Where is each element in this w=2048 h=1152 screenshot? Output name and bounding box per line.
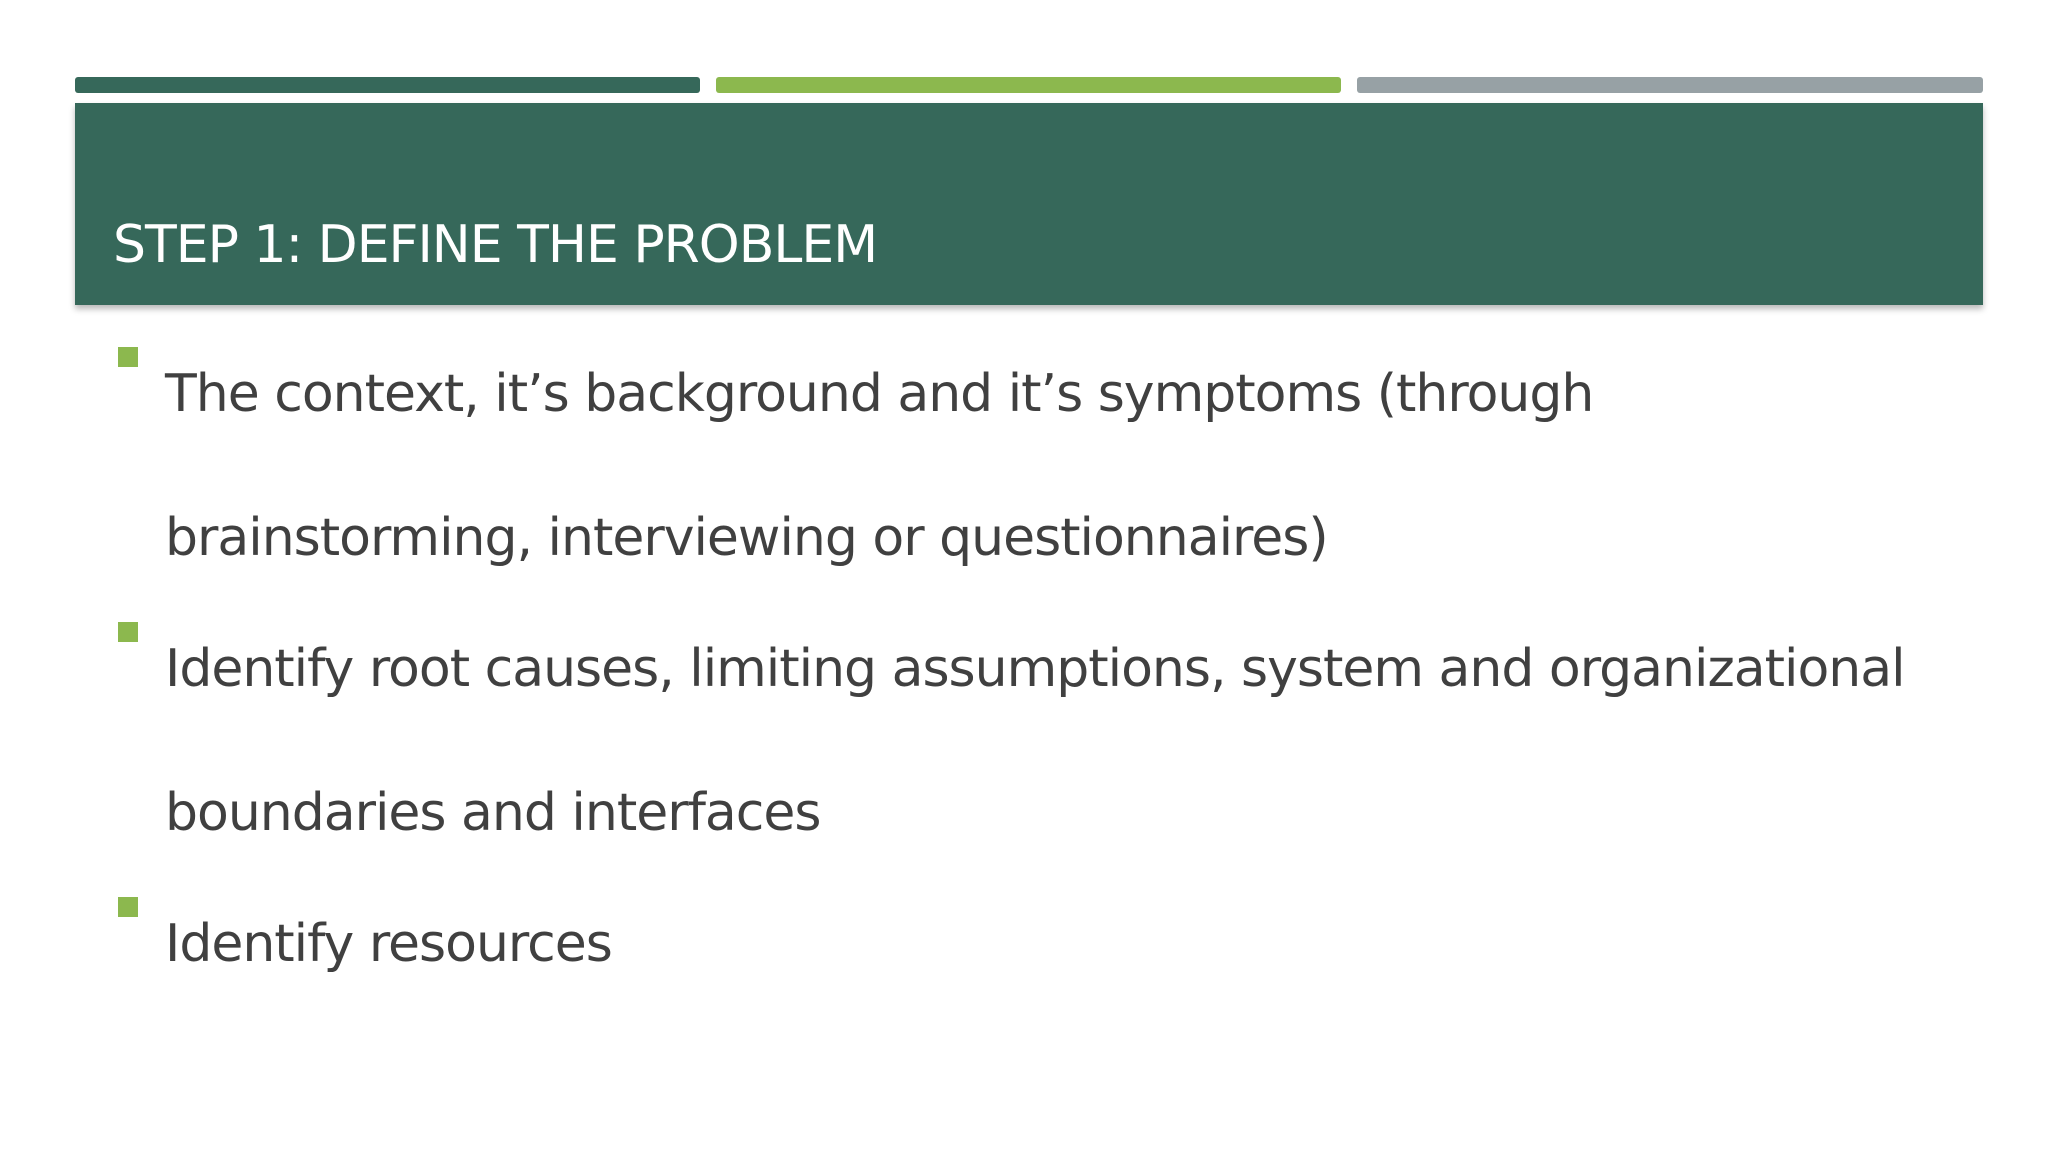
square-bullet-icon	[118, 622, 138, 642]
bullet-text: Identify resources	[165, 914, 612, 974]
title-band	[75, 103, 1983, 305]
bullet-item	[118, 322, 1938, 610]
square-bullet-icon	[118, 897, 138, 917]
square-bullet-icon	[118, 347, 138, 367]
bullet-item	[118, 872, 1938, 1016]
bullet-item	[118, 597, 1938, 885]
bullet-list	[118, 362, 1938, 1043]
bullet-text: The context, it’s background and it’s symptoms (through brainstorming, interviewing or questionnaires)	[165, 364, 1594, 568]
accent-bar-light-green	[716, 77, 1341, 93]
bullet-text: Identify root causes, limiting assumptions, system and organizational boundaries and interfaces	[165, 639, 1905, 843]
accent-bar-gray	[1357, 77, 1983, 93]
accent-bar-dark-green	[75, 77, 700, 93]
slide-title: STEP 1: DEFINE THE PROBLEM	[113, 215, 878, 275]
